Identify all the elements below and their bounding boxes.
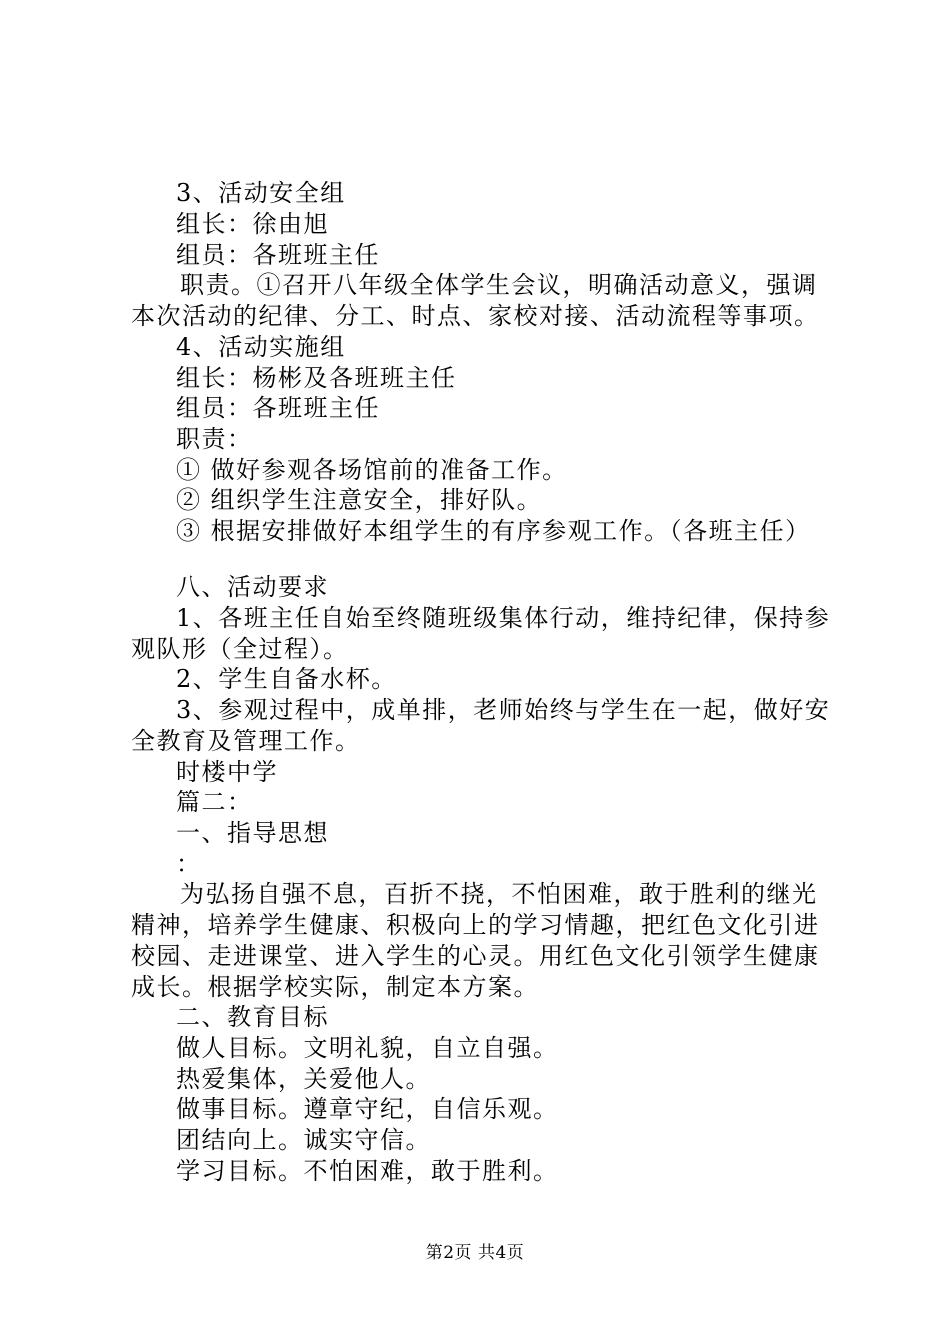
text-line: 热爱集体，关爱他人。 [176,1065,431,1093]
text-line: 校园、走进课堂、进入学生的心灵。用红色文化引领学生健康 [131,942,820,970]
text-line: 职责： [176,425,253,453]
text-line: 为弘扬自强不息，百折不挠，不怕困难，敢于胜利的继光 [180,880,818,908]
section-heading: 二、教育目标 [176,1003,329,1031]
text-line: ③ 根据安排做好本组学生的有序参观工作。（各班主任） [176,517,811,545]
section-heading: 一、指导思想 [176,819,329,847]
text-line: 组员：各班班主任 [176,394,380,422]
text-line: 成长。根据学校实际，制定本方案。 [131,973,539,1001]
text-line: 组长：徐由旭 [176,210,329,238]
text-line: 3、活动安全组 [176,179,346,207]
text-line: 学习目标。不怕困难，敢于胜利。 [176,1157,559,1185]
text-line: 观队形（全过程）。 [131,635,349,663]
page-footer: 第2页 共4页 [425,1243,525,1263]
text-line: ： [176,850,202,878]
text-line: 做人目标。文明礼貌，自立自强。 [176,1034,559,1062]
text-line: 本次活动的纪律、分工、时点、家校对接、活动流程等事项。 [131,302,820,330]
text-line: 团结向上。诚实守信。 [176,1126,431,1154]
text-line: ② 组织学生注意安全，排好队。 [176,486,543,514]
text-line: 2、学生自备水杯。 [176,665,397,693]
text-line: 4、活动实施组 [176,333,346,361]
text-line: 做事目标。遵章守纪，自信乐观。 [176,1095,559,1123]
text-line: 组长：杨彬及各班班主任 [176,364,457,392]
text-line: 精神，培养学生健康、积极向上的学习情趣，把红色文化引进 [131,911,820,939]
text-line: ① 做好参观各场馆前的准备工作。 [176,456,568,484]
text-line: 1、各班主任自始至终随班级集体行动，维持纪律，保持参 [176,604,831,632]
text-line: 职责。①召开八年级全体学生会议，明确活动意义，强调 [180,271,818,299]
text-line: 时楼中学 [176,758,278,786]
text-line: 全教育及管理工作。 [131,727,361,755]
section-heading: 八、活动要求 [176,573,329,601]
text-line: 组员：各班班主任 [176,241,380,269]
text-line: 3、参观过程中，成单排，老师始终与学生在一起，做好安 [176,696,831,724]
section-heading: 篇二： [176,788,253,816]
